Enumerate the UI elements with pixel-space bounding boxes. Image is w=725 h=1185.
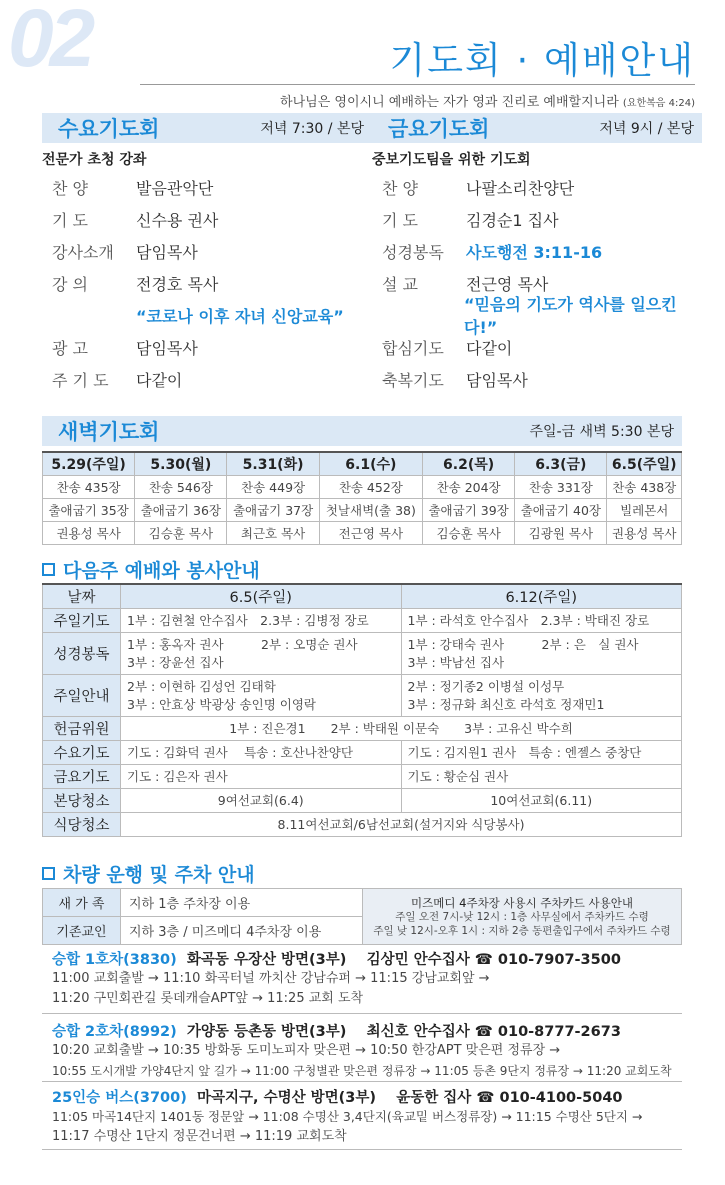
table-row [43, 584, 682, 608]
order-value: 나팔소리찬양단 [466, 178, 575, 198]
order-label: 설 교 [382, 274, 418, 294]
day-header: 5.30(월) [135, 452, 227, 475]
row-label: 성경봉독 [43, 632, 121, 674]
parking-heading-text: 차량 운행 및 주차 안내 [63, 864, 255, 886]
driver-name: 최신호 안수집사 [366, 1024, 470, 1040]
preacher-cell: 김승훈 목사 [135, 521, 227, 544]
order-label: 축복기도 [382, 370, 444, 390]
parking-table [42, 888, 682, 945]
order-label: 기 도 [52, 210, 88, 230]
text-cell: 출애굽기 36장 [135, 498, 227, 521]
cell [121, 674, 402, 716]
order-value: 김경순1 집사 [466, 210, 559, 230]
cell: 1부 : 진은경1 2부 : 박태원 이문숙 3부 : 고유신 박수희 [121, 716, 682, 740]
day-header: 5.31(화) [227, 452, 319, 475]
preacher-cell: 최근호 목사 [227, 521, 319, 544]
order-value: 전근영 목사 [466, 274, 549, 294]
order-value: 담임목사 [136, 242, 198, 262]
order-row [372, 171, 702, 203]
order-value: 신수용 권사 [136, 210, 219, 230]
divider [140, 84, 695, 85]
route-line: 11:05 마곡14단지 1401동 정문앞 → 11:08 수명산 3,4단지(육교밑 버스정류장) → 11:15 수명산 5단지 → [52, 1109, 643, 1124]
order-row [42, 331, 372, 363]
row-label: 식당청소 [43, 812, 121, 836]
vehicle-name: 승합 1호차(3830) [52, 952, 177, 968]
divider [42, 1081, 682, 1082]
preacher-cell: 김광원 목사 [515, 521, 607, 544]
hymn-cell: 찬송 204장 [423, 475, 515, 498]
text-cell: 출애굽기 39장 [423, 498, 515, 521]
info-line: 주일 오전 7시-낮 12시 : 1층 사무실에서 주차카드 수령 [395, 910, 649, 923]
table-row [43, 674, 682, 716]
table-row [43, 716, 682, 740]
order-value: 다같이 [136, 370, 183, 390]
sermon-title: “믿음의 기도가 역사를 일으킨다!” [464, 295, 677, 337]
bible-verse [280, 91, 695, 110]
cell: 10여선교회(6.11) [401, 788, 682, 812]
friday-subtitle: 중보기도팀을 위한 기도회 [372, 152, 531, 168]
driver-name: 김상민 안수집사 [366, 952, 470, 968]
order-value: 담임목사 [466, 370, 528, 390]
order-label: 주 기 도 [52, 370, 109, 390]
table-row [43, 475, 682, 498]
row-label: 금요기도 [43, 764, 121, 788]
bus-route [52, 1020, 682, 1081]
friday-section [372, 113, 702, 395]
order-label: 강 의 [52, 274, 88, 294]
service-heading [42, 556, 260, 583]
table-row [43, 740, 682, 764]
cell: 기도 : 김지원1 권사 특송 : 엔젤스 중창단 [401, 740, 682, 764]
day-header: 6.1(수) [319, 452, 422, 475]
bus-header [52, 1020, 682, 1041]
route-line: 11:20 구민회관길 롯데캐슬APT앞 → 11:25 교회 도착 [52, 991, 364, 1006]
order-value: 담임목사 [136, 338, 198, 358]
verse-text: 하나님은 영이시니 예배하는 자가 영과 진리로 예배할지니라 [280, 95, 619, 110]
row-label: 기존교인 [43, 917, 121, 945]
preacher-cell: 권용성 목사 [607, 521, 682, 544]
page-number: 02 [8, 0, 92, 84]
wednesday-header [42, 113, 372, 143]
wednesday-time: 저녁 7:30 / 본당 [260, 121, 364, 137]
row-label: 수요기도 [43, 740, 121, 764]
preacher-cell: 전근영 목사 [319, 521, 422, 544]
parking-card-info [363, 889, 682, 945]
preacher-cell: 권용성 목사 [43, 521, 135, 544]
table-row [43, 452, 682, 475]
table-row [43, 764, 682, 788]
order-label: 기 도 [382, 210, 418, 230]
cell-line: 1부 : 강태숙 권사 2부 : 은 실 권사 [407, 637, 639, 652]
order-row [42, 363, 372, 395]
row-label: 헌금위원 [43, 716, 121, 740]
cell-line: 2부 : 정기종2 이병설 이성무 [407, 679, 565, 694]
bus-header [52, 948, 682, 969]
order-value: 발음관악단 [136, 178, 214, 198]
hymn-cell: 찬송 449장 [227, 475, 319, 498]
square-bullet-icon [42, 867, 55, 880]
cell: 8.11여선교회/6남선교회(설거지와 식당봉사) [121, 812, 682, 836]
order-label: 광 고 [52, 338, 88, 358]
text-cell: 첫날새벽(출 38) [319, 498, 422, 521]
order-label: 찬 양 [52, 178, 88, 198]
table-row [43, 812, 682, 836]
row-label: 주일기도 [43, 608, 121, 632]
text-cell: 출애굽기 40장 [515, 498, 607, 521]
service-heading-text: 다음주 예배와 봉사안내 [63, 560, 260, 582]
route-line: 11:17 수명산 1단지 정문건너편 → 11:19 교회도착 [52, 1129, 347, 1144]
route-name: 화곡동 우장산 방면(3부) [186, 952, 347, 968]
cell [401, 674, 682, 716]
info-line: 주일 낮 12시-오후 1시 : 지하 2층 동편출입구에서 주차카드 수령 [373, 924, 671, 937]
hymn-cell: 찬송 435장 [43, 475, 135, 498]
text-cell: 출애굽기 35장 [43, 498, 135, 521]
day-header: 6.2(목) [423, 452, 515, 475]
info-title: 미즈메디 4주차장 사용시 주차카드 사용안내 [411, 895, 633, 910]
date-header: 6.5(주일) [121, 584, 402, 608]
verse-reference: (요한복음 4:24) [622, 98, 695, 109]
day-header: 6.3(금) [515, 452, 607, 475]
square-bullet-icon [42, 563, 55, 576]
order-label: 합심기도 [382, 338, 444, 358]
order-row [42, 267, 372, 299]
order-label: 성경봉독 [382, 242, 444, 262]
cell [121, 632, 402, 674]
scripture-reference: 사도행전 3:11-16 [466, 242, 603, 262]
preacher-cell: 김승훈 목사 [423, 521, 515, 544]
phone-number: ☎ 010-8777-2673 [474, 1024, 621, 1040]
table-row [43, 608, 682, 632]
date-header: 6.12(주일) [401, 584, 682, 608]
route-line: 10:55 도시개발 가양4단지 앞 길가 → 11:00 구청별관 맞은편 정류장 → 11:05 등촌 9단지 정류장 → 11:20 교회도착 [52, 1064, 672, 1078]
lecture-title: “코로나 이후 자녀 신앙교육” [136, 306, 344, 326]
cell-line: 2부 : 이현하 김성언 김태학 [127, 679, 276, 694]
parking-heading [42, 860, 255, 887]
table-row [43, 889, 682, 917]
cell-line: 3부 : 장윤선 집사 [127, 655, 224, 670]
dawn-title: 새벽기도회 [58, 420, 160, 444]
driver-name: 윤동한 집사 [396, 1090, 472, 1106]
bus-header [52, 1086, 682, 1107]
column-header: 날짜 [43, 584, 121, 608]
cell: 1부 : 김현철 안수집사 2.3부 : 김병정 장로 [121, 608, 402, 632]
row-label: 본당청소 [43, 788, 121, 812]
cell: 기도 : 황순심 권사 [401, 764, 682, 788]
cell: 지하 3층 / 미즈메디 4주차장 이용 [121, 917, 363, 945]
divider [42, 1149, 682, 1150]
bus-route [52, 1086, 682, 1147]
wednesday-title: 수요기도회 [58, 117, 160, 141]
service-table [42, 583, 682, 837]
table-row [43, 498, 682, 521]
bus-route [52, 948, 682, 1009]
route-name: 가양동 등촌동 방면(3부) [186, 1024, 347, 1040]
cell: 9여선교회(6.4) [121, 788, 402, 812]
order-value: 전경호 목사 [136, 274, 219, 294]
phone-number: ☎ 010-7907-3500 [474, 952, 621, 968]
dawn-time: 주일-금 새벽 5:30 본당 [529, 424, 674, 440]
vehicle-name: 25인승 버스(3700) [52, 1090, 187, 1106]
text-cell: 출애굽기 37장 [227, 498, 319, 521]
order-row [42, 203, 372, 235]
cell-line: 1부 : 홍옥자 권사 2부 : 오명순 권사 [127, 637, 358, 652]
hymn-cell: 찬송 331장 [515, 475, 607, 498]
wednesday-subtitle: 전문가 초청 강좌 [42, 152, 147, 168]
divider [42, 1013, 682, 1014]
day-header: 5.29(주일) [43, 452, 135, 475]
order-label: 강사소개 [52, 242, 114, 262]
cell-line: 3부 : 박남선 집사 [407, 655, 505, 670]
hymn-cell: 찬송 546장 [135, 475, 227, 498]
friday-time: 저녁 9시 / 본당 [599, 121, 694, 137]
table-row [43, 788, 682, 812]
dawn-table [42, 451, 682, 545]
cell [401, 632, 682, 674]
order-label: 찬 양 [382, 178, 418, 198]
wednesday-section [42, 113, 372, 395]
order-row [42, 235, 372, 267]
order-value: 다같이 [466, 338, 513, 358]
table-row [43, 521, 682, 544]
page-title: 기도회 · 예배안내 [389, 39, 695, 82]
text-cell: 빌레몬서 [607, 498, 682, 521]
cell: 1부 : 라석호 안수집사 2.3부 : 박태진 장로 [401, 608, 682, 632]
friday-header [372, 113, 702, 143]
day-header: 6.5(주일) [607, 452, 682, 475]
cell-line: 3부 : 정규화 최신호 라석호 정재민1 [407, 697, 605, 712]
row-label: 새 가 족 [43, 889, 121, 917]
order-row [372, 295, 702, 337]
table-row [43, 632, 682, 674]
hymn-cell: 찬송 438장 [607, 475, 682, 498]
order-row [372, 363, 702, 395]
order-row [372, 235, 702, 267]
cell-line: 3부 : 안효상 박광상 송인명 이영락 [127, 697, 317, 712]
order-row [42, 299, 372, 331]
cell: 기도 : 김화덕 권사 특송 : 호산나찬양단 [121, 740, 402, 764]
dawn-header [42, 416, 682, 446]
cell: 기도 : 김은자 권사 [121, 764, 402, 788]
row-label: 주일안내 [43, 674, 121, 716]
route-line: 11:00 교회출발 → 11:10 화곡터널 까치산 강남슈퍼 → 11:15 강남교회앞 → [52, 971, 490, 986]
order-row [42, 171, 372, 203]
cell: 지하 1층 주차장 이용 [121, 889, 363, 917]
order-row [372, 203, 702, 235]
hymn-cell: 찬송 452장 [319, 475, 422, 498]
vehicle-name: 승합 2호차(8992) [52, 1024, 177, 1040]
friday-title: 금요기도회 [388, 117, 490, 141]
route-name: 마곡지구, 수명산 방면(3부) [196, 1090, 377, 1106]
route-line: 10:20 교회출발 → 10:35 방화동 도미노피자 맞은편 → 10:50 한강APT 맞은편 정류장 → [52, 1043, 561, 1058]
phone-number: ☎ 010-4100-5040 [476, 1090, 623, 1106]
